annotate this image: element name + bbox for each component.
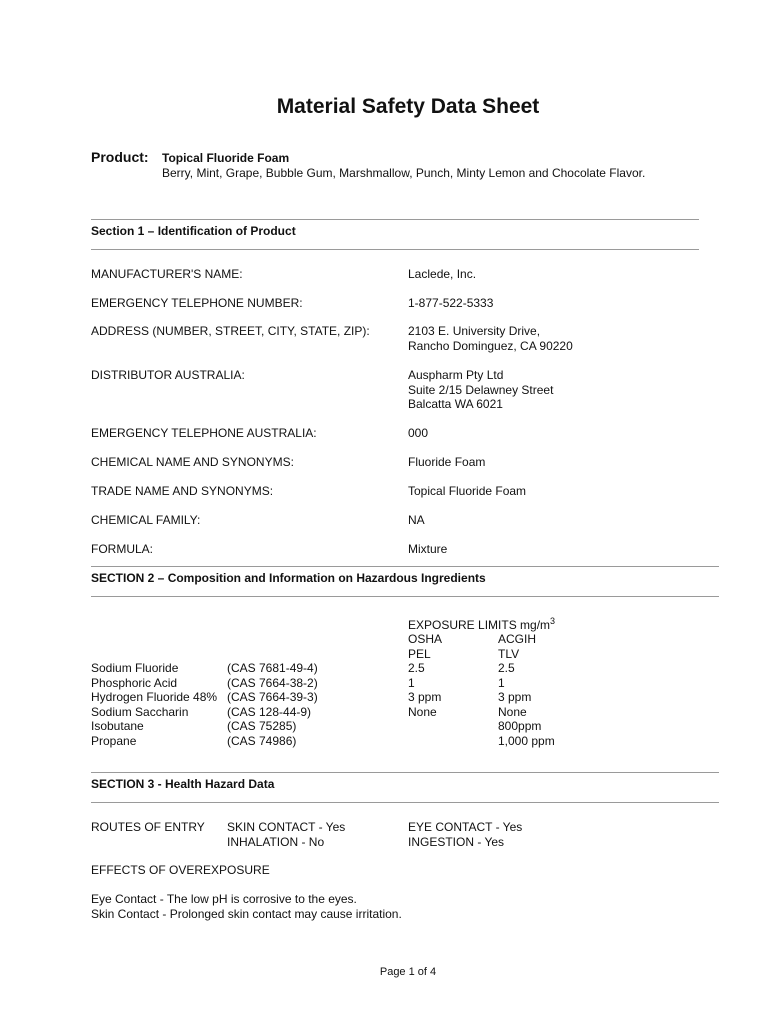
- field-label: EMERGENCY TELEPHONE NUMBER:: [91, 296, 303, 310]
- ingredient-acgih: 1: [498, 675, 505, 690]
- ingredient-cas: (CAS 7664-39-3): [227, 690, 318, 704]
- divider: [91, 219, 699, 220]
- ingredient-name: Sodium Saccharin: [91, 704, 189, 719]
- ingredient-name: Propane: [91, 733, 137, 748]
- field-value: Topical Fluoride Foam: [408, 484, 527, 498]
- ingredient-acgih: None: [498, 704, 527, 719]
- divider: [91, 802, 719, 803]
- ingredient-osha: None: [408, 704, 437, 719]
- ingredient-cas: (CAS 74986): [227, 733, 297, 748]
- routes-of-entry-label: ROUTES OF ENTRY: [91, 820, 205, 834]
- ingredient-osha: 1: [408, 675, 415, 690]
- field-value: Laclede, Inc.: [408, 267, 477, 281]
- inhalation: INHALATION - No: [227, 835, 325, 849]
- section3-heading: SECTION 3 - Health Hazard Data: [91, 777, 275, 791]
- exposure-limits-title: [408, 614, 555, 633]
- section1-heading: Section 1 – Identification of Product: [91, 224, 296, 238]
- field-value: NA: [408, 513, 425, 527]
- ingredient-cas: (CAS 7681-49-4): [227, 661, 318, 675]
- effect-line: Skin Contact - Prolonged skin contact may cause irritation.: [91, 906, 402, 921]
- ingredient-acgih: 1,000 ppm: [498, 733, 555, 748]
- ingredient-name: Phosphoric Acid: [91, 675, 178, 690]
- field-value: 000: [408, 426, 429, 440]
- ingredient-acgih: 800ppm: [498, 719, 542, 733]
- field-label: CHEMICAL NAME AND SYNONYMS:: [91, 455, 294, 469]
- field-value: 2103 E. University Drive, Rancho Dominguez, CA 90220: [408, 324, 573, 353]
- effects-heading: EFFECTS OF OVEREXPOSURE: [91, 863, 270, 877]
- eye-contact: EYE CONTACT - Yes: [408, 820, 523, 834]
- ingredient-osha: 3 ppm: [408, 690, 442, 704]
- exposure-limits-superscript: 3: [550, 616, 556, 626]
- effect-line: Eye Contact - The low pH is corrosive to the eyes.: [91, 892, 357, 906]
- field-label: ADDRESS (NUMBER, STREET, CITY, STATE, ZIP):: [91, 324, 370, 338]
- field-value: Fluoride Foam: [408, 455, 486, 469]
- divider: [91, 566, 719, 567]
- product-name: Topical Fluoride Foam: [162, 151, 290, 165]
- field-value: Mixture: [408, 542, 448, 556]
- field-label: TRADE NAME AND SYNONYMS:: [91, 484, 274, 498]
- field-label: DISTRIBUTOR AUSTRALIA:: [91, 368, 245, 382]
- ingredient-acgih: 3 ppm: [498, 690, 532, 704]
- field-value: 1-877-522-5333: [408, 296, 494, 310]
- osha-column-header: OSHA PEL: [408, 632, 443, 661]
- ingredient-cas: (CAS 75285): [227, 719, 297, 733]
- ingredient-name: Hydrogen Fluoride 48%: [91, 690, 218, 704]
- exposure-limits-text: EXPOSURE LIMITS mg/m: [408, 618, 551, 632]
- field-label: EMERGENCY TELEPHONE AUSTRALIA:: [91, 426, 317, 440]
- field-label: MANUFACTURER'S NAME:: [91, 267, 243, 281]
- page-title: Material Safety Data Sheet: [276, 95, 540, 118]
- divider: [91, 596, 719, 597]
- field-label: CHEMICAL FAMILY:: [91, 513, 201, 527]
- field-label: FORMULA:: [91, 542, 154, 556]
- product-label: Product:: [91, 149, 149, 165]
- acgih-column-header: ACGIH TLV: [498, 632, 537, 661]
- divider: [91, 772, 719, 773]
- skin-contact: SKIN CONTACT - Yes: [227, 820, 346, 834]
- ingestion: INGESTION - Yes: [408, 835, 505, 849]
- ingredient-name: Sodium Fluoride: [91, 661, 179, 675]
- product-flavors: Berry, Mint, Grape, Bubble Gum, Marshmallow, Punch, Minty Lemon and Chocolate Flavor.: [162, 166, 646, 180]
- ingredient-cas: (CAS 128-44-9): [227, 704, 312, 719]
- page-number: Page 1 of 4: [379, 966, 437, 978]
- ingredient-name: Isobutane: [91, 719, 144, 733]
- ingredient-osha: 2.5: [408, 661, 425, 675]
- ingredient-acgih: 2.5: [498, 661, 515, 675]
- field-value: Auspharm Pty Ltd Suite 2/15 Delawney Street Balcatta WA 6021: [408, 368, 554, 411]
- ingredient-cas: (CAS 7664-38-2): [227, 675, 318, 690]
- section2-heading: SECTION 2 – Composition and Information on Hazardous Ingredients: [91, 571, 486, 585]
- divider: [91, 249, 699, 250]
